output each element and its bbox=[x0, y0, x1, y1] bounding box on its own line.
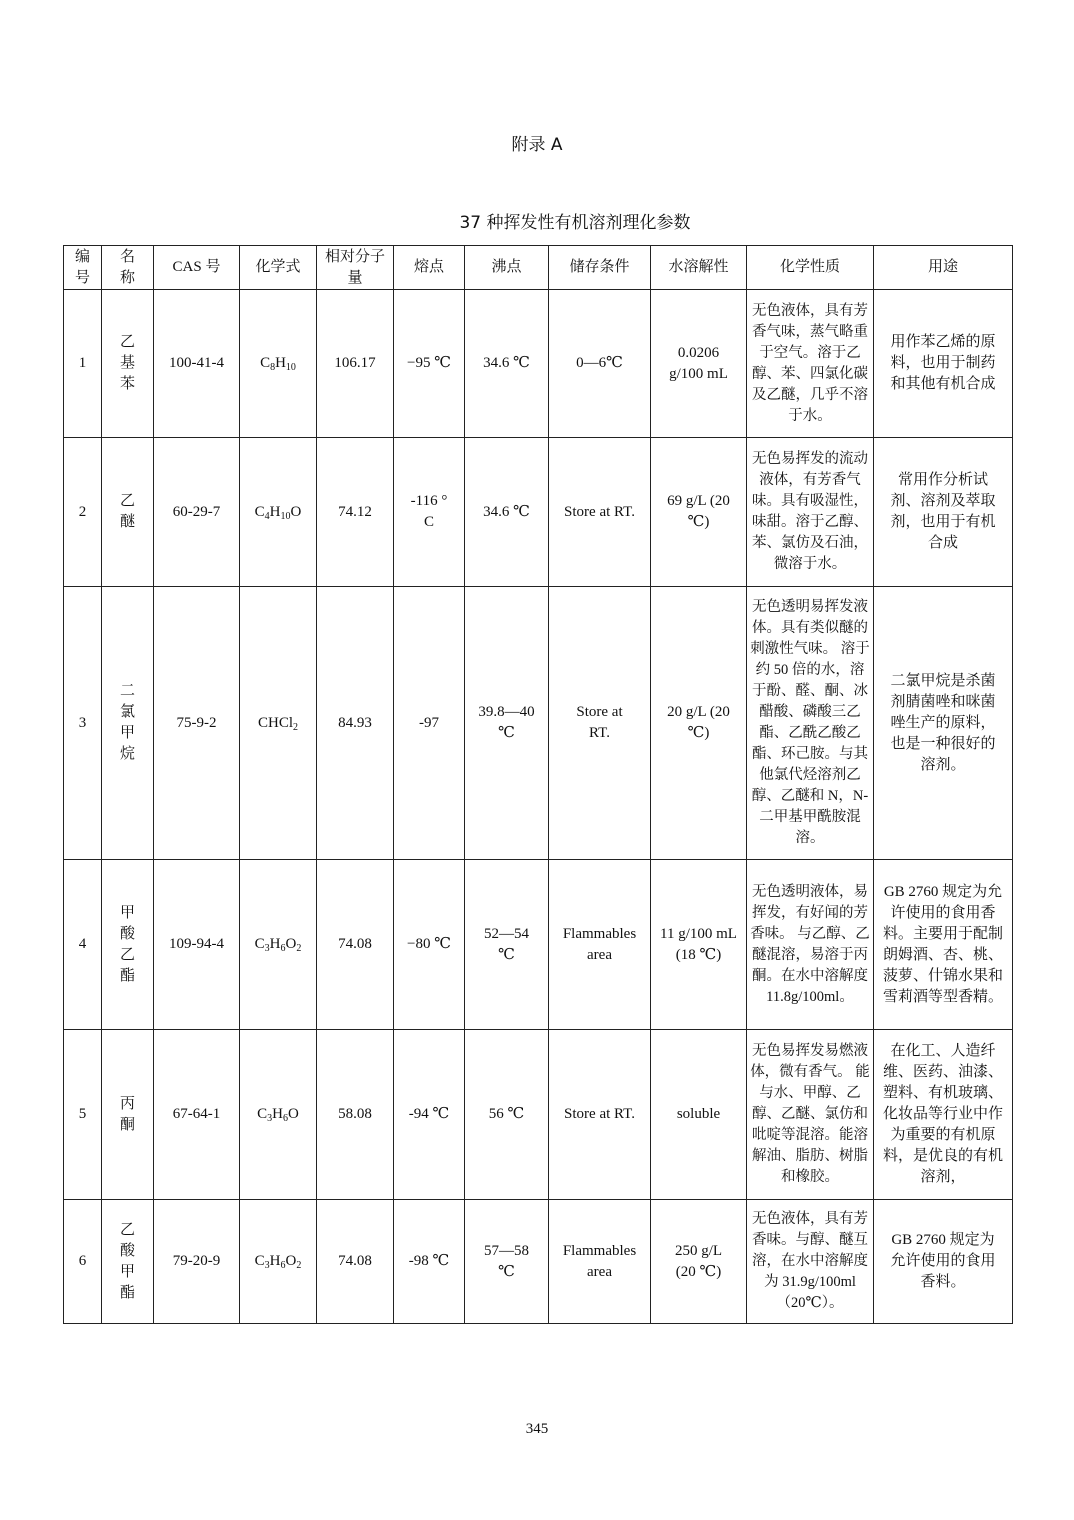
cell-cas: 79-20-9 bbox=[154, 1200, 240, 1324]
page-number: 345 bbox=[525, 1421, 549, 1437]
header-chem: 化学性质 bbox=[747, 246, 874, 290]
table-row bbox=[64, 290, 1013, 438]
cell-formula: $C_3H_6O$ bbox=[240, 1030, 317, 1200]
cell-storage: Store at RT. bbox=[549, 587, 651, 860]
cell-name: 乙醚 bbox=[102, 438, 154, 587]
cell-storage: Flammables area bbox=[549, 1200, 651, 1324]
cell-bp: 56 ℃ bbox=[465, 1030, 549, 1200]
table-row bbox=[64, 587, 1013, 860]
cell-bp: 39.8—40 ℃ bbox=[465, 587, 549, 860]
cell-mp: -116 ° C bbox=[394, 438, 465, 587]
cell-mp: -94 ℃ bbox=[394, 1030, 465, 1200]
cell-use: GB 2760 规定为允许使用的食用香料。主要用于配制朗姆酒、杏、桃、菠萝、什锦水果和雪莉酒等型香精。 bbox=[874, 860, 1013, 1030]
cell-mw: 84.93 bbox=[317, 587, 394, 860]
header-cas: CAS 号 bbox=[154, 246, 240, 290]
cell-solubility: 69 g/L (20 ℃) bbox=[651, 438, 747, 587]
cell-use: 在化工、人造纤维、医药、油漆、塑料、有机玻璃、化妆品等行业中作为重要的有机原料，是优良的有机溶剂， bbox=[874, 1030, 1013, 1200]
cell-mw: 106.17 bbox=[317, 290, 394, 438]
table-title: 37 种挥发性有机溶剂理化参数 bbox=[459, 213, 691, 233]
table-row bbox=[64, 438, 1013, 587]
cell-solubility: 0.0206 g/100 mL bbox=[651, 290, 747, 438]
cell-chem: 无色液体，具有芳香气味，蒸气略重于空气。溶于乙醇、苯、四氯化碳及乙醚，几乎不溶于水。 bbox=[747, 290, 874, 438]
cell-mp: -98 ℃ bbox=[394, 1200, 465, 1324]
cell-mw: 74.08 bbox=[317, 860, 394, 1030]
cell-chem: 无色液体，具有芳香味。与醇、醚互溶，在水中溶解度为 31.9g/100ml （20℃）。 bbox=[747, 1200, 874, 1324]
cell-mw: 74.08 bbox=[317, 1200, 394, 1324]
cell-no: 6 bbox=[64, 1200, 102, 1324]
cell-mp: -97 bbox=[394, 587, 465, 860]
cell-mw: 58.08 bbox=[317, 1030, 394, 1200]
cell-cas: 67-64-1 bbox=[154, 1030, 240, 1200]
cell-formula: $C_3H_6O_2$ bbox=[240, 1200, 317, 1324]
cell-solubility: 250 g/L (20 ℃) bbox=[651, 1200, 747, 1324]
header-solubility: 水溶解性 bbox=[651, 246, 747, 290]
cell-no: 1 bbox=[64, 290, 102, 438]
cell-chem: 无色易挥发的流动液体，有芳香气味。具有吸湿性，味甜。溶于乙醇、苯、氯仿及石油，微溶于水。 bbox=[747, 438, 874, 587]
cell-use: GB 2760 规定为允许使用的食用香料。 bbox=[874, 1200, 1013, 1324]
cell-cas: 109-94-4 bbox=[154, 860, 240, 1030]
cell-bp: 52—54 ℃ bbox=[465, 860, 549, 1030]
cell-no: 3 bbox=[64, 587, 102, 860]
cell-formula: $C_3H_6O_2$ bbox=[240, 860, 317, 1030]
cell-formula: $C_8H_{10}$ bbox=[240, 290, 317, 438]
cell-use: 常用作分析试剂、溶剂及萃取剂，也用于有机合成 bbox=[874, 438, 1013, 587]
header-mp: 熔点 bbox=[394, 246, 465, 290]
cell-storage: Flammables area bbox=[549, 860, 651, 1030]
cell-mw: 74.12 bbox=[317, 438, 394, 587]
header-name: 名称 bbox=[102, 246, 154, 290]
cell-cas: 100-41-4 bbox=[154, 290, 240, 438]
cell-name: 乙基苯 bbox=[102, 290, 154, 438]
cell-cas: 75-9-2 bbox=[154, 587, 240, 860]
table-row bbox=[64, 1030, 1013, 1200]
cell-name: 丙酮 bbox=[102, 1030, 154, 1200]
cell-solubility: 20 g/L (20 ℃) bbox=[651, 587, 747, 860]
cell-storage: Store at RT. bbox=[549, 1030, 651, 1200]
cell-solubility: soluble bbox=[651, 1030, 747, 1200]
cell-storage: Store at RT. bbox=[549, 438, 651, 587]
cell-storage: 0—6℃ bbox=[549, 290, 651, 438]
header-no: 编号 bbox=[64, 246, 102, 290]
table-row bbox=[64, 1200, 1013, 1324]
header-mw: 相对分子量 bbox=[317, 246, 394, 290]
table-row bbox=[64, 860, 1013, 1030]
cell-chem: 无色透明液体，易挥发，有好闻的芳香味。 与乙醇、乙醚混溶，易溶于丙酮。在水中溶解度 11.8g/100ml。 bbox=[747, 860, 874, 1030]
cell-chem: 无色透明易挥发液体。具有类似醚的刺激性气味。 溶于约 50 倍的水，溶于酚、醛、酮、冰醋酸、磷酸三乙酯、乙酰乙酸乙酯、环己胺。与其他氯代烃溶剂乙醇、乙醚和 N，N-二甲基甲酰胺混溶。 bbox=[747, 587, 874, 860]
cell-bp: 34.6 ℃ bbox=[465, 438, 549, 587]
solvent-table bbox=[63, 245, 1013, 1324]
cell-formula: $C_4H_{10}O$ bbox=[240, 438, 317, 587]
cell-bp: 57—58 ℃ bbox=[465, 1200, 549, 1324]
cell-cas: 60-29-7 bbox=[154, 438, 240, 587]
header-bp: 沸点 bbox=[465, 246, 549, 290]
cell-solubility: 11 g/100 mL (18 ℃) bbox=[651, 860, 747, 1030]
cell-use: 二氯甲烷是杀菌剂腈菌唑和咪菌唑生产的原料，也是一种很好的溶剂。 bbox=[874, 587, 1013, 860]
cell-bp: 34.6 ℃ bbox=[465, 290, 549, 438]
cell-name: 甲酸乙酯 bbox=[102, 860, 154, 1030]
header-formula: 化学式 bbox=[240, 246, 317, 290]
cell-no: 5 bbox=[64, 1030, 102, 1200]
cell-name: 二氯甲烷 bbox=[102, 587, 154, 860]
appendix-title: 附录 A bbox=[511, 135, 563, 155]
cell-use: 用作苯乙烯的原料，也用于制药和其他有机合成 bbox=[874, 290, 1013, 438]
cell-no: 2 bbox=[64, 438, 102, 587]
header-row bbox=[64, 246, 1013, 290]
cell-name: 乙酸甲酯 bbox=[102, 1200, 154, 1324]
cell-no: 4 bbox=[64, 860, 102, 1030]
header-storage: 储存条件 bbox=[549, 246, 651, 290]
cell-mp: −95 ℃ bbox=[394, 290, 465, 438]
cell-mp: −80 ℃ bbox=[394, 860, 465, 1030]
cell-chem: 无色易挥发易燃液体，微有香气。 能与水、甲醇、乙醇、乙醚、氯仿和吡啶等混溶。能溶解油、脂肪、树脂和橡胶。 bbox=[747, 1030, 874, 1200]
cell-formula: CHCl$_2$ bbox=[240, 587, 317, 860]
header-use: 用途 bbox=[874, 246, 1013, 290]
